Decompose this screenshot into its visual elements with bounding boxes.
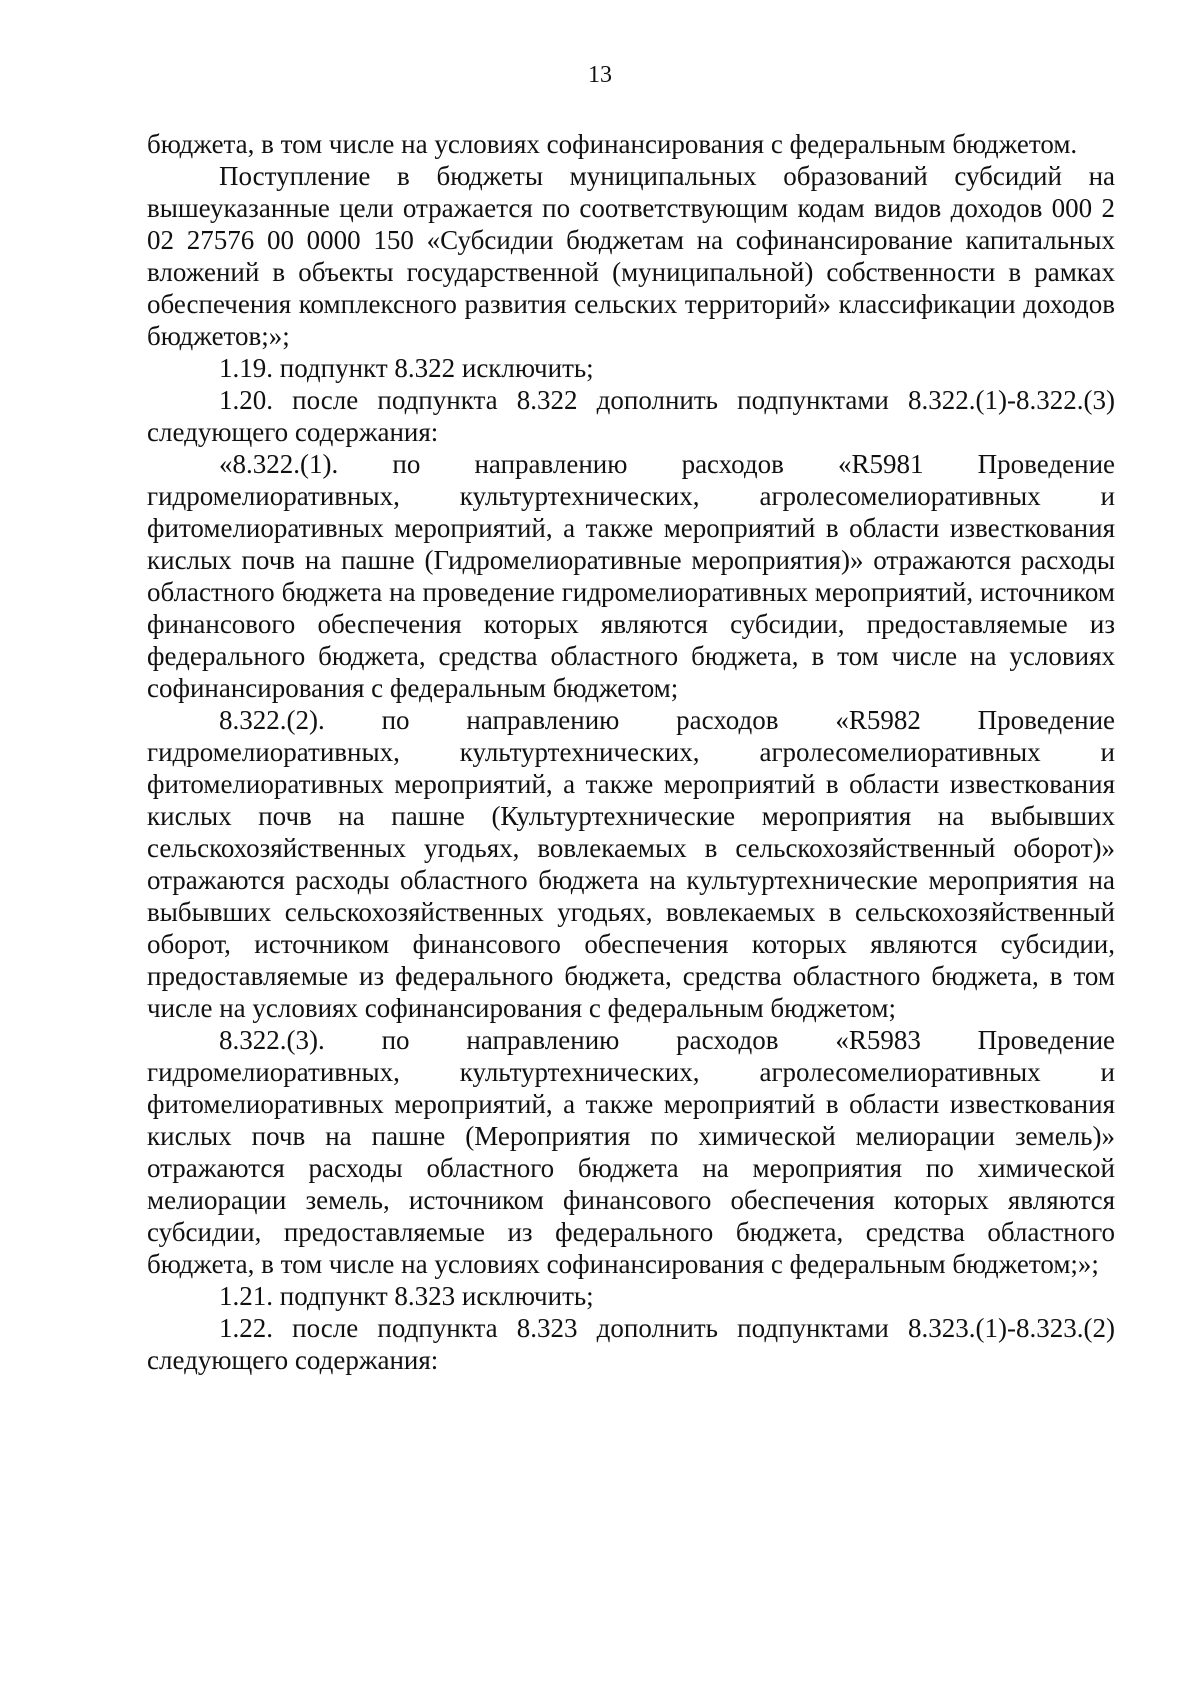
- paragraph: 1.21. подпункт 8.323 исключить;: [219, 1281, 594, 1311]
- paragraph: Поступление в бюджеты муниципальных образований субсидий на вышеуказанные цели отражается по соответствующим кодам видов доходов 000 2 02 27576 00 0000 150 «Субсидии бюджетам на софинансирование капитальных вложений в объекты государственной (муниципальной) собственности в рамках обеспечения комплексного развития сельских территорий» классификации доходов бюджетов;»;: [147, 161, 1115, 351]
- paragraph: 1.19. подпункт 8.322 исключить;: [219, 353, 594, 383]
- paragraph: 8.322.(3). по направлению расходов «R5983 Проведение гидромелиоративных, культуртехнических, агролесомелиоративных и фитомелиоративных мероприятий, а также мероприятий в области известкования кислых почв на пашне (Мероприятия по химической мелиорации земель)» отражаются расходы областного бюджета на мероприятия по химической мелиорации земель, источником финансового обеспечения которых являются субсидии, предоставляемые из федерального бюджета, средства областного бюджета, в том числе на условиях софинансирования с федеральным бюджетом;»;: [147, 1025, 1115, 1279]
- paragraph: 8.322.(2). по направлению расходов «R5982 Проведение гидромелиоративных, культуртехнических, агролесомелиоративных и фитомелиоративных мероприятий, а также мероприятий в области известкования кислых почв на пашне (Культуртехнические мероприятия на выбывших сельскохозяйственных угодьях, вовлекаемых в сельскохозяйственный оборот)» отражаются расходы областного бюджета на культуртехнические мероприятия на выбывших сельскохозяйственных угодьях, вовлекаемых в сельскохозяйственный оборот, источником финансового обеспечения которых являются субсидии, предоставляемые из федерального бюджета, средства областного бюджета, в том числе на условиях софинансирования с федеральным бюджетом;: [147, 705, 1115, 1023]
- document-body: [147, 128, 1115, 1376]
- paragraph: 1.20. после подпункта 8.322 дополнить подпунктами 8.322.(1)-8.322.(3) следующего содержания:: [147, 385, 1115, 447]
- page-number: 13: [588, 62, 612, 88]
- paragraph: бюджета, в том числе на условиях софинансирования с федеральным бюджетом.: [147, 129, 1078, 159]
- paragraph: 1.22. после подпункта 8.323 дополнить подпунктами 8.323.(1)-8.323.(2) следующего содержания:: [147, 1313, 1115, 1375]
- paragraph: «8.322.(1). по направлению расходов «R5981 Проведение гидромелиоративных, культуртехнических, агролесомелиоративных и фитомелиоративных мероприятий, а также мероприятий в области известкования кислых почв на пашне (Гидромелиоративные мероприятия)» отражаются расходы областного бюджета на проведение гидромелиоративных мероприятий, источником финансового обеспечения которых являются субсидии, предоставляемые из федерального бюджета, средства областного бюджета, в том числе на условиях софинансирования с федеральным бюджетом;: [147, 449, 1115, 703]
